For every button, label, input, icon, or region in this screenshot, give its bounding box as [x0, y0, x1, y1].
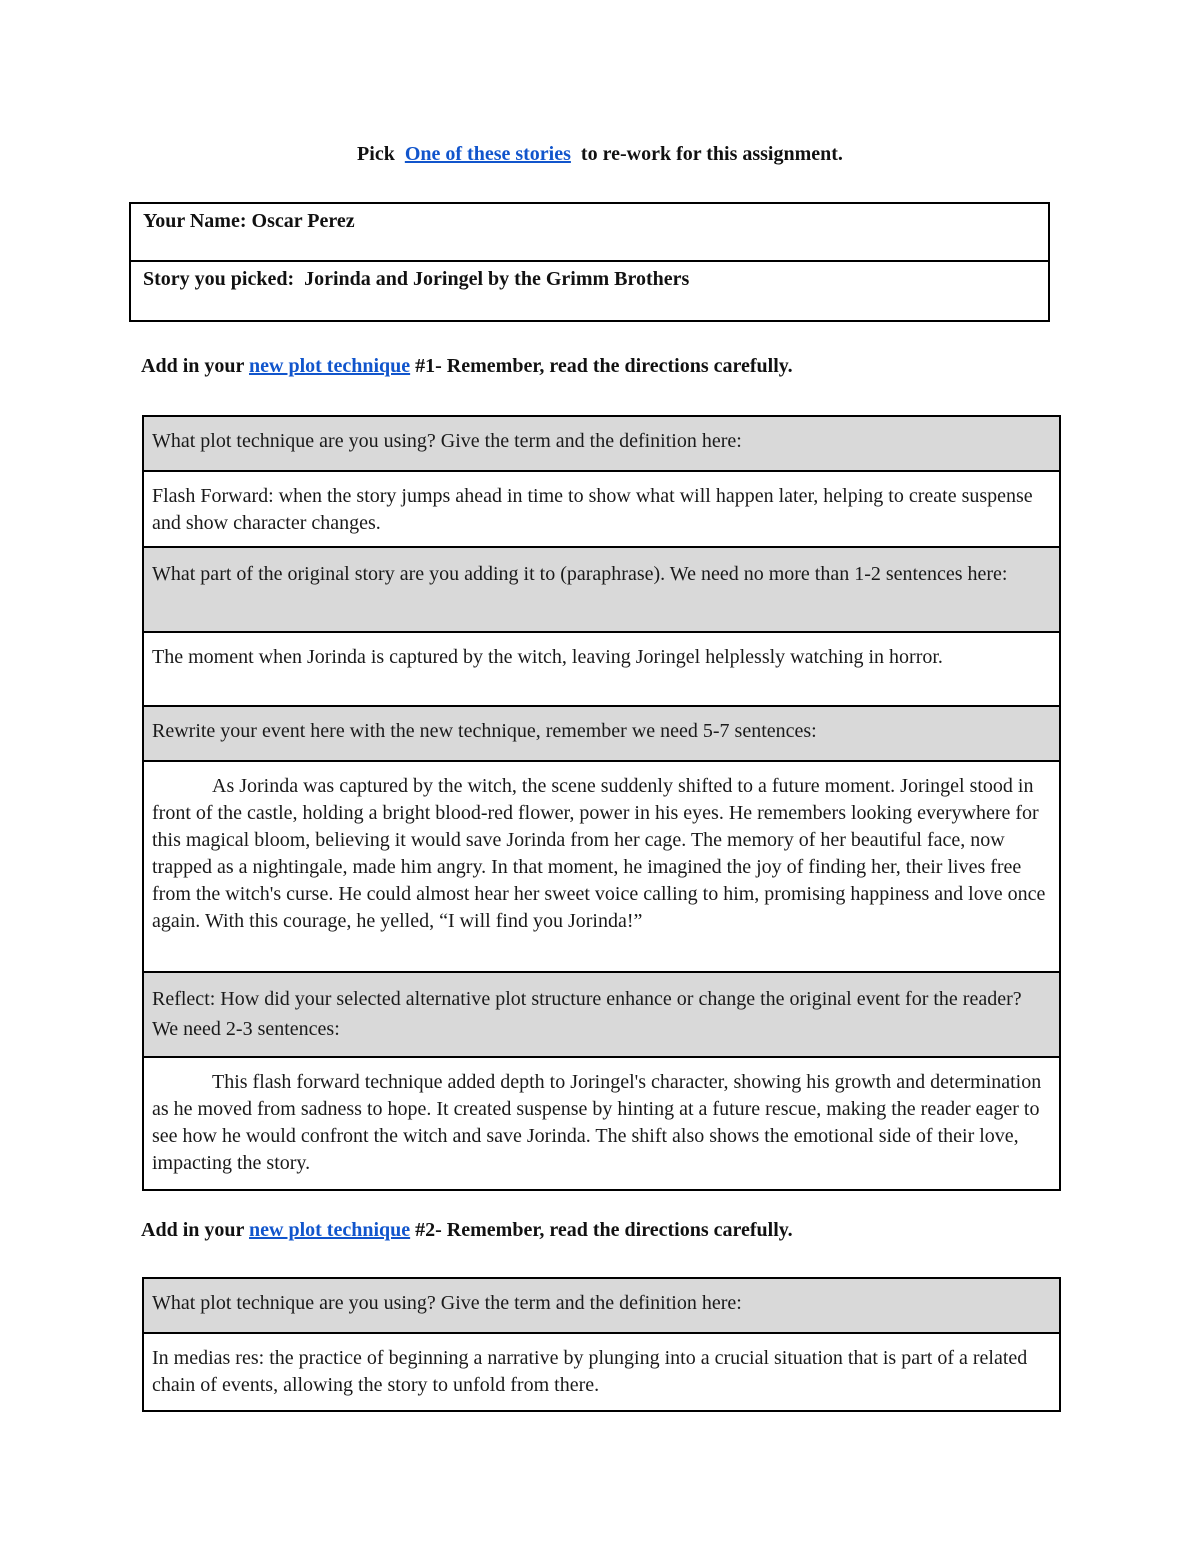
- name-label: Your Name:: [143, 210, 247, 232]
- technique-question: What plot technique are you using? Give the term and the definition here:: [144, 1279, 1059, 1334]
- heading-after: #1- Remember, read the directions carefully.: [415, 355, 793, 377]
- heading-before: Add in your: [141, 1219, 245, 1241]
- stories-link[interactable]: One of these stories: [404, 143, 571, 165]
- plot-technique-link[interactable]: new plot technique: [249, 1219, 411, 1241]
- reflect-question: Reflect: How did your selected alternative plot structure enhance or change the original event for the reader? We need 2-3 sentences:: [144, 973, 1059, 1058]
- technique-answer[interactable]: Flash Forward: when the story jumps ahead in time to show what will happen later, helping to create suspense and show character changes.: [144, 472, 1059, 548]
- name-row: [131, 204, 1048, 262]
- rewrite-answer[interactable]: As Jorinda was captured by the witch, the scene suddenly shifted to a future moment. Joringel stood in front of the castle, holding a bright blood-red flower, power in his eyes. He remembers looking everywhere for this magical bloom, believing it would save Jorinda from her cage. The memory of her beautiful face, now trapped as a nightingale, made him angry. In that moment, he imagined the joy of finding her, their lives free from the witch's curse. He could almost hear her sweet voice calling to him, promising happiness and love once again. With this courage, he yelled, “I will find you Jorinda!”: [144, 762, 1059, 973]
- heading-before: Add in your: [141, 355, 245, 377]
- technique-2-heading: [141, 1219, 793, 1242]
- original-part-question: What part of the original story are you adding it to (paraphrase). We need no more than 1-2 sentences here:: [144, 548, 1059, 633]
- technique-answer[interactable]: In medias res: the practice of beginning a narrative by plunging into a crucial situation that is part of a related chain of events, allowing the story to unfold from there.: [152, 1347, 1028, 1396]
- technique-1-heading: [141, 355, 793, 378]
- name-value[interactable]: Oscar Perez: [251, 210, 355, 232]
- original-part-answer[interactable]: The moment when Jorinda is captured by the witch, leaving Joringel helplessly watching in horror.: [144, 633, 1059, 707]
- story-label: Story you picked:: [143, 268, 295, 290]
- intro-after: to re-work for this assignment.: [580, 143, 843, 165]
- technique-question: What plot technique are you using? Give the term and the definition here:: [144, 417, 1059, 472]
- technique-1-table: [142, 415, 1061, 1191]
- story-value[interactable]: Jorinda and Joringel by the Grimm Brothers: [304, 268, 690, 290]
- rewrite-question: Rewrite your event here with the new technique, remember we need 5-7 sentences:: [144, 707, 1059, 762]
- intro-before: Pick: [357, 143, 395, 165]
- heading-after: #2- Remember, read the directions carefully.: [415, 1219, 793, 1241]
- story-row: [131, 262, 1048, 320]
- reflect-answer[interactable]: This flash forward technique added depth to Joringel's character, showing his growth and determination as he moved from sadness to hope. It created suspense by hinting at a future rescue, making the reader eager to see how he would confront the witch and save Jorinda. The shift also shows the emotional side of their love, impacting the story.: [152, 1071, 1042, 1174]
- student-info-table: [129, 202, 1050, 322]
- plot-technique-link[interactable]: new plot technique: [249, 355, 411, 377]
- technique-2-table: [142, 1277, 1061, 1412]
- intro-line: [0, 143, 1200, 166]
